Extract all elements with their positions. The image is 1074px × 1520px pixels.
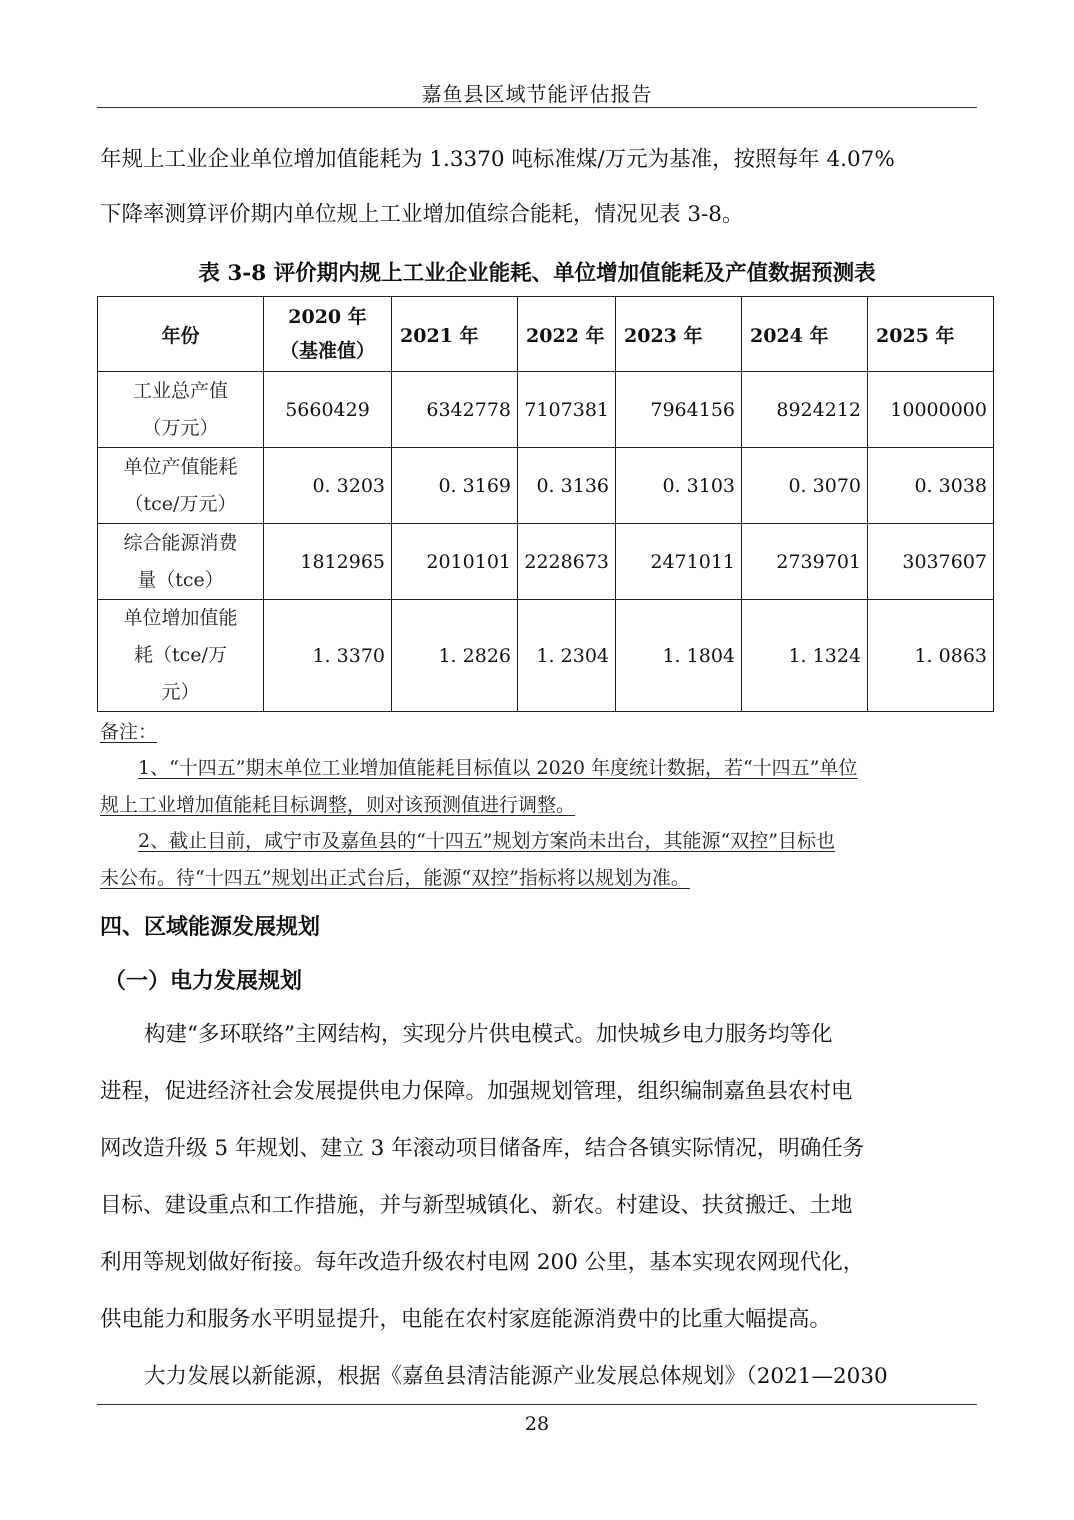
section-heading: 四、区域能源发展规划 [100,914,321,940]
cell-value: 1. 0863 [868,600,994,712]
table-row [98,372,994,448]
footer-divider [97,1404,977,1405]
note-text: 2、截止目前，咸宁市及嘉鱼县的“十四五”规划方案尚未出台，其能源“双控”目标也 [138,830,835,852]
cell-value: 1. 3370 [264,600,392,712]
body-line: 网改造升级 5 年规划、建立 3 年滚动项目储备库，结合各镇实际情况，明确任务 [100,1136,865,1161]
row-label-line: 量（tce） [137,568,224,591]
cell-value: 3037607 [868,524,994,600]
cell-value: 1. 2826 [392,600,518,712]
page-header-title: 嘉鱼县区域节能评估报告 [421,82,653,106]
row-label-line: 单位增加值能 [123,607,238,629]
note-text: 未公布。待“十四五”规划出正式台后，能源“双控”指标将以规划为准。 [100,867,690,889]
header-2024: 2024 年 [742,297,868,372]
body-line: 进程，促进经济社会发展提供电力保障。加强规划管理，组织编制嘉鱼县农村电 [100,1079,853,1104]
body-line: 构建“多环联络”主网结构，实现分片供电模式。加快城乡电力服务均等化 [144,1022,833,1047]
header-2020-year: 2020 年 [288,306,367,328]
cell-value: 2010101 [392,524,518,600]
note-text: 1、“十四五”期末单位工业增加值能耗目标值以 2020 年度统计数据，若“十四五”单位 [138,757,858,779]
note-2-line-1 [100,823,976,860]
cell-value: 2228673 [518,524,616,600]
table-caption: 表 3-8 评价期内规上工业企业能耗、单位增加值能耗及产值数据预测表 [198,261,876,286]
intro-line-2: 下降率测算评价期内单位规上工业增加值综合能耗，情况见表 3-8。 [100,202,744,227]
cell-value: 8924212 [742,372,868,448]
cell-value: 10000000 [868,372,994,448]
cell-value: 0. 3203 [264,448,392,524]
cell-value: 1. 2304 [518,600,616,712]
row-label [98,448,264,524]
row-label [98,600,264,712]
table-row [98,524,994,600]
cell-value: 0. 3038 [868,448,994,524]
cell-value: 2471011 [616,524,742,600]
header-2020 [264,297,392,372]
cell-value: 7107381 [518,372,616,448]
header-2022: 2022 年 [518,297,616,372]
cell-value: 1. 1324 [742,600,868,712]
row-label-line: 耗（tce/万 [134,644,227,666]
cell-value: 1812965 [264,524,392,600]
body-line: 利用等规划做好衔接。每年改造升级农村电网 200 公里，基本实现农网现代化， [100,1250,865,1275]
cell-value: 0. 3103 [616,448,742,524]
row-label-line: 工业总产值 [132,379,228,402]
body-line: 目标、建设重点和工作措施，并与新型城镇化、新农。村建设、扶贫搬迁、土地 [100,1193,853,1218]
cell-value: 0. 3169 [392,448,518,524]
table-row [98,448,994,524]
subsection-heading: （一）电力发展规划 [104,968,303,994]
intro-line-1: 年规上工业企业单位增加值能耗为 1.3370 吨标准煤/万元为基准，按照每年 4.07% [100,147,895,172]
note-text: 规上工业增加值能耗目标调整，则对该预测值进行调整。 [100,794,576,816]
row-label-line: 综合能源消费 [123,531,238,554]
notes-title: 备注： [100,721,158,743]
row-label-line: （万元） [142,416,219,439]
row-label [98,524,264,600]
header-year: 年份 [98,297,264,372]
cell-value: 1. 1804 [616,600,742,712]
cell-value: 0. 3070 [742,448,868,524]
header-2020-baseline: （基准值） [279,340,375,362]
forecast-table [97,296,994,712]
cell-value: 2739701 [742,524,868,600]
header-2025: 2025 年 [868,297,994,372]
header-divider [97,107,977,108]
table-header-row [98,297,994,372]
row-label-line: 单位产值能耗 [123,455,238,478]
row-label-line: 元） [161,681,200,703]
table-row [98,600,994,712]
cell-value: 7964156 [616,372,742,448]
note-2-line-2 [100,860,976,897]
page-number: 28 [524,1413,550,1435]
body-line: 大力发展以新能源，根据《嘉鱼县清洁能源产业发展总体规划》（2021—2030 [144,1364,888,1389]
cell-value: 6342778 [392,372,518,448]
cell-value: 5660429 [264,372,392,448]
body-line: 供电能力和服务水平明显提升，电能在农村家庭能源消费中的比重大幅提高。 [100,1307,832,1332]
header-2023: 2023 年 [616,297,742,372]
row-label-line: （tce/万元） [124,492,237,515]
row-label [98,372,264,448]
note-1-line-2 [100,787,976,824]
header-2021: 2021 年 [392,297,518,372]
note-1-line-1 [100,750,976,787]
cell-value: 0. 3136 [518,448,616,524]
